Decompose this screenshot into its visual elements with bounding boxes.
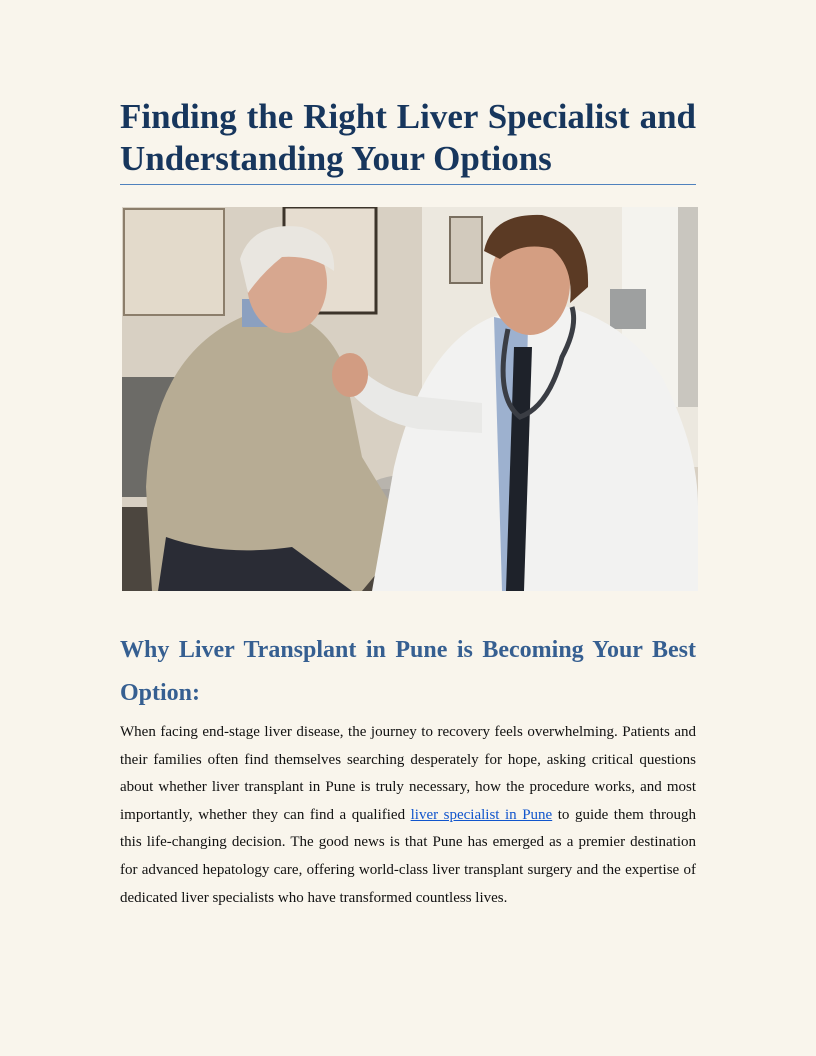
liver-specialist-link[interactable]: liver specialist in Pune (410, 806, 553, 823)
document-title: Finding the Right Liver Specialist and Understanding Your Options (120, 97, 696, 178)
title-underline-divider (120, 184, 696, 185)
doctor-patient-photo (122, 207, 698, 591)
body-paragraph (120, 719, 696, 912)
paragraph-text-after-link: to guide them through this life-changing decision. The good news is that Pune has emerged as a premier destination for advanced hepatology care, offering world-class liver transplant surgery and the expertise of dedicated liver specialists who have transformed countless lives. (120, 806, 696, 906)
paragraph-text-before-link: When facing end-stage liver disease, the journey to recovery feels overwhelming. Patients and their families often find themselves searching desperately for hope, asking critical questions about whether liver transplant in Pune is truly necessary, how the procedure works, and most importantly, whether they can find a qualified (120, 724, 696, 823)
section-heading: Why Liver Transplant in Pune is Becoming Your Best Option: (120, 637, 696, 706)
